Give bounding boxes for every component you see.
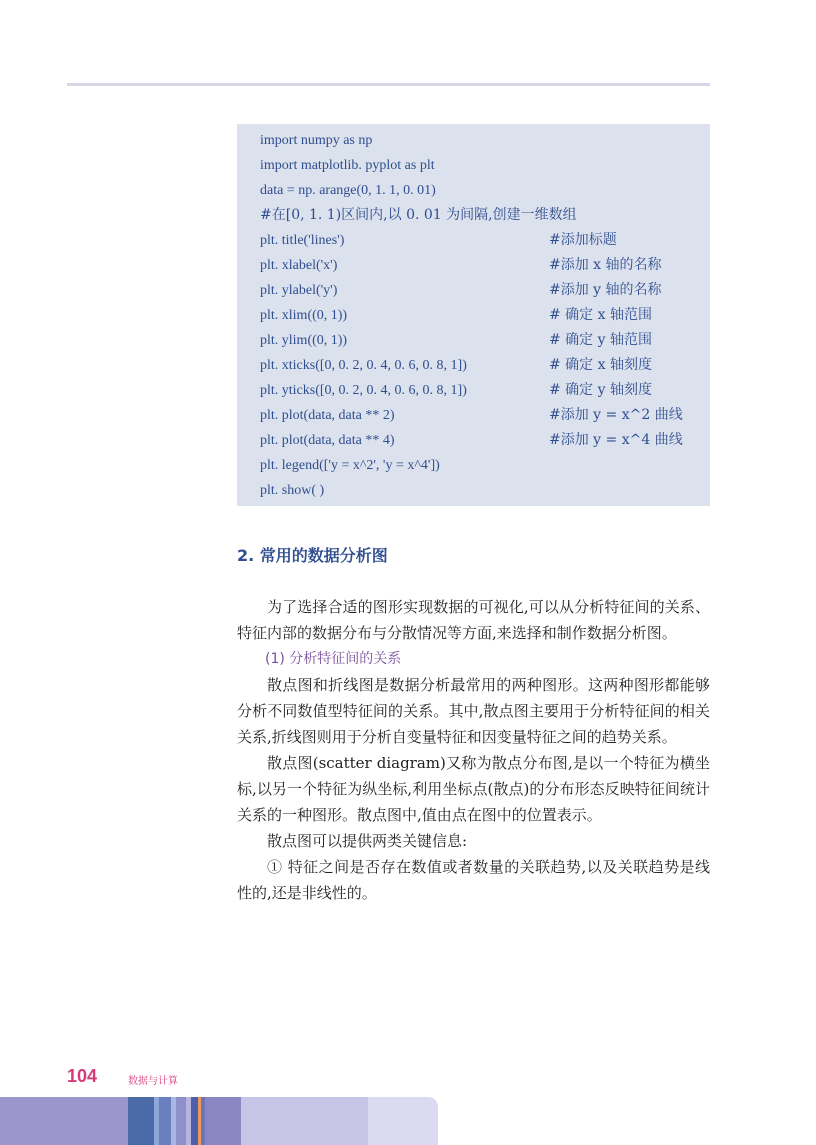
paragraph-intro: 为了选择合适的图形实现数据的可视化,可以从分析特征间的关系、特征内部的数据分布与分散情况等方面,来选择和制作数据分析图。 [237,598,710,642]
code-comment: # 确定 y 轴范围 [549,332,652,348]
code-line: plt. legend(['y = x^2', 'y = x^4']) [260,458,440,473]
code-comment: # 确定 x 轴范围 [549,307,652,323]
code-line: #在[0, 1. 1)区间内,以 0. 01 为间隔,创建一维数组 [260,207,577,223]
code-line: plt. show( ) [260,483,325,498]
code-comment: #添加 y 轴的名称 [549,282,662,298]
paragraph-item-1: ① 特征之间是否存在数值或者数量的关联趋势,以及关联趋势是线性的,还是非线性的。 [237,858,710,902]
subheading-feature-relations: (1) 分析特征间的关系 [265,651,402,667]
section-heading: 2. 常用的数据分析图 [237,546,388,565]
code-comment: # 确定 x 轴刻度 [549,357,652,373]
code-block [237,124,710,506]
header-rule [67,83,710,86]
code-comment: #添加标题 [549,232,617,248]
footer-decoration [0,1097,438,1145]
code-comment: # 确定 y 轴刻度 [549,382,652,398]
code-line: plt. yticks([0, 0. 2, 0. 4, 0. 6, 0. 8, 1]) [260,383,467,398]
running-title: 数据与计算 [128,1076,178,1087]
code-line: plt. plot(data, data ** 4) [260,433,395,448]
code-line: import matplotlib. pyplot as plt [260,158,435,173]
code-line: import numpy as np [260,133,373,148]
code-line: plt. plot(data, data ** 2) [260,408,395,423]
code-line: plt. xlabel('x') [260,258,338,273]
code-comment: #添加 y = x^4 曲线 [549,432,683,448]
code-line: plt. title('lines') [260,233,345,248]
paragraph-key-info: 散点图可以提供两类关键信息: [267,832,468,850]
page-number: 104 [67,1066,98,1086]
code-comment: #添加 y = x^2 曲线 [549,407,683,423]
paragraph-scatter-definition: 散点图(scatter diagram)又称为散点分布图,是以一个特征为横坐标,以另一个特征为纵坐标,利用坐标点(散点)的分布形态反映特征间统计关系的一种图形。散点图中,值由点在图中的位置表示。 [237,754,710,824]
body-text [237,594,710,906]
code-line: data = np. arange(0, 1. 1, 0. 01) [260,183,436,198]
code-line: plt. ylabel('y') [260,283,338,298]
code-comment: #添加 x 轴的名称 [549,257,662,273]
code-line: plt. xticks([0, 0. 2, 0. 4, 0. 6, 0. 8, 1]) [260,358,467,373]
paragraph-scatter-line: 散点图和折线图是数据分析最常用的两种图形。这两种图形都能够分析不同数值型特征间的关系。其中,散点图主要用于分析特征间的相关关系,折线图则用于分析自变量特征和因变量特征之间的趋势关系。 [237,676,710,746]
code-line: plt. xlim((0, 1)) [260,308,348,323]
code-line: plt. ylim((0, 1)) [260,333,348,348]
